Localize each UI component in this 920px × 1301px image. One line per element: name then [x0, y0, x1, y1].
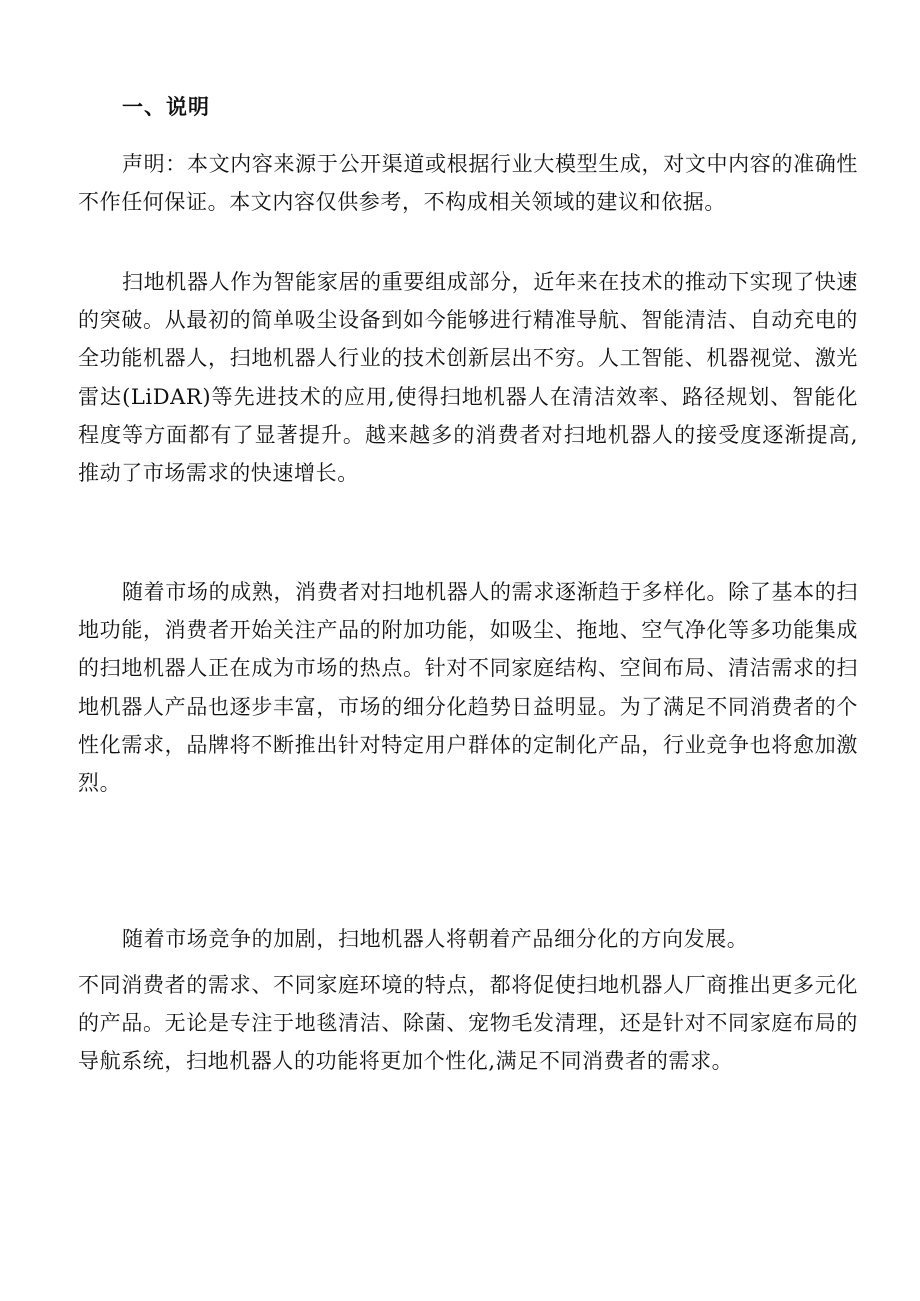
body-paragraph-technology: 扫地机器人作为智能家居的重要组成部分，近年来在技术的推动下实现了快速的突破。从最初的简单吸尘设备到如今能够进行精准导航、智能清洁、自动充电的全功能机器人，扫地机器人行业的技术创新层出不穷。人工智能、机器视觉、激光雷达(LiDAR)等先进技术的应用,使得扫地机器人在清洁效率、路径规划、智能化程度等方面都有了显著提升。越来越多的消费者对扫地机器人的接受度逐渐提高,推动了市场需求的快速增长。	[78, 270, 858, 486]
body-paragraph-products: 不同消费者的需求、不同家庭环境的特点，都将促使扫地机器人厂商推出更多元化的产品。无论是专注于地毯清洁、除菌、宠物毛发清理，还是针对不同家庭布局的导航系统，扫地机器人的功能将更加个性化,满足不同消费者的需求。	[78, 973, 858, 1074]
body-paragraph-market: 随着市场的成熟，消费者对扫地机器人的需求逐渐趋于多样化。除了基本的扫地功能，消费者开始关注产品的附加功能，如吸尘、拖地、空气净化等多功能集成的扫地机器人正在成为市场的热点。针对不同家庭结构、空间布局、清洁需求的扫地机器人产品也逐步丰富，市场的细分化趋势日益明显。为了满足不同消费者的个性化需求，品牌将不断推出针对特定用户群体的定制化产品，行业竞争也将愈加激烈。	[78, 580, 858, 796]
section-heading: 一、说明	[122, 94, 210, 119]
disclaimer-paragraph: 声明：本文内容来源于公开渠道或根据行业大模型生成，对文中内容的准确性不作任何保证。本文内容仅供参考，不构成相关领域的建议和依据。	[78, 152, 858, 215]
body-paragraph-trend: 随着市场竞争的加剧，扫地机器人将朝着产品细分化的方向发展。	[122, 927, 749, 951]
